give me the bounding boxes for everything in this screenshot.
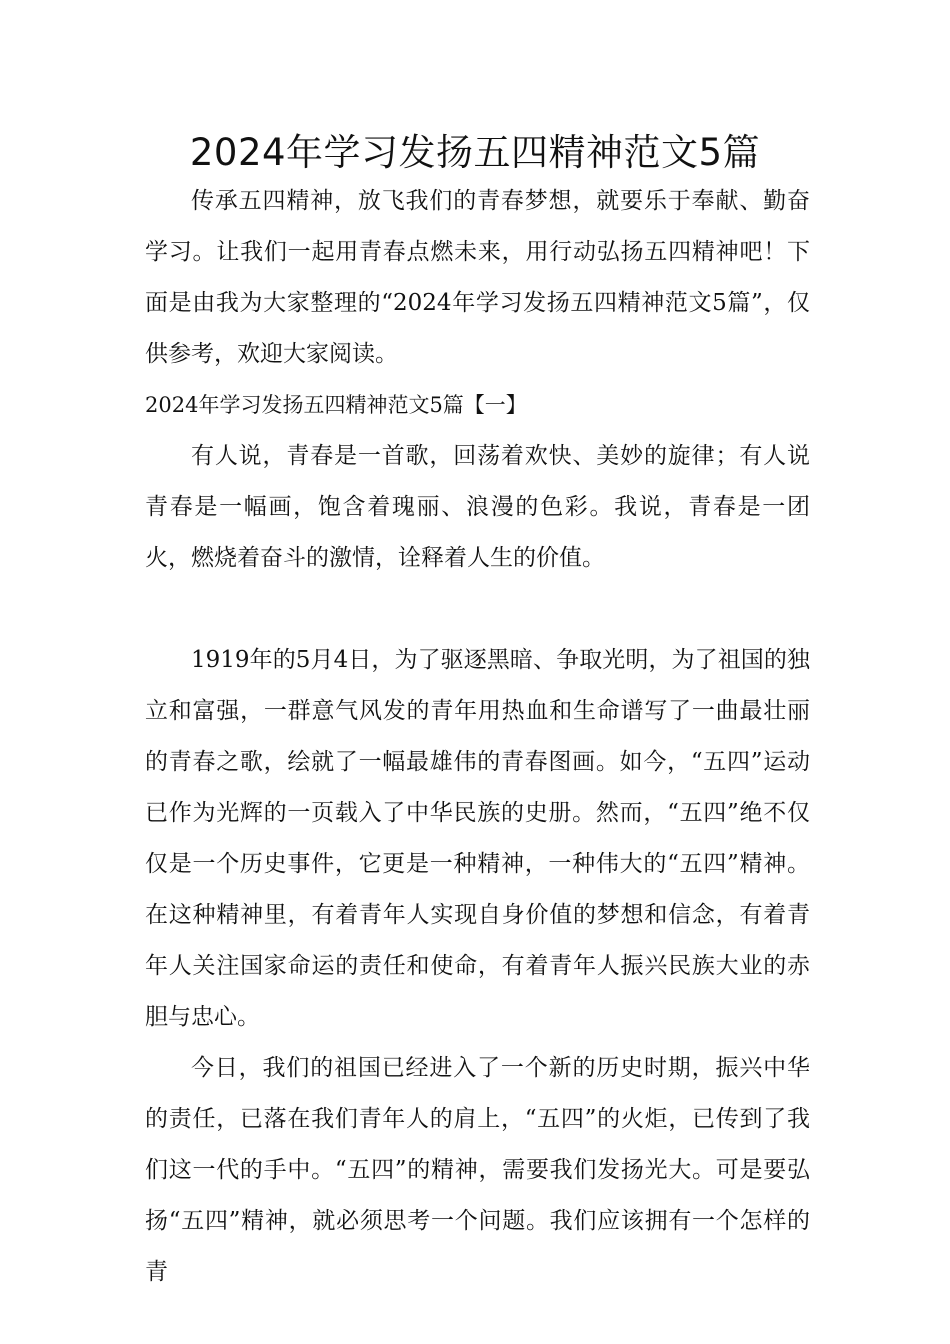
intro-paragraph: 传承五四精神，放飞我们的青春梦想，就要乐于奉献、勤奋学习。让我们一起用青春点燃未来，用行动弘扬五四精神吧！下面是由我为大家整理的“2024年学习发扬五四精神范文5篇”，仅供参考，欢迎大家阅读。: [145, 188, 810, 367]
document-body: [145, 176, 810, 1298]
document-title: 2024年学习发扬五四精神范文5篇: [189, 131, 761, 174]
blank-line: [145, 584, 810, 635]
body-paragraph: 1919年的5月4日，为了驱逐黑暗、争取光明，为了祖国的独立和富强，一群意气风发的青年用热血和生命谱写了一曲最壮丽的青春之歌，绘就了一幅最雄伟的青春图画。如今，“五四”运动已作为光辉的一页载入了中华民族的史册。然而，“五四”绝不仅仅是一个历史事件，它更是一种精神，一种伟大的“五四”精神。在这种精神里，有着青年人实现自身价值的梦想和信念，有着青年人关注国家命运的责任和使命，有着青年人振兴民族大业的赤胆与忠心。: [145, 647, 810, 1030]
section-heading: 2024年学习发扬五四精神范文5篇【一】: [145, 393, 527, 417]
body-paragraph: 有人说，青春是一首歌，回荡着欢快、美妙的旋律；有人说青春是一幅画，饱含着瑰丽、浪漫的色彩。我说，青春是一团火，燃烧着奋斗的激情，诠释着人生的价值。: [145, 443, 810, 571]
body-paragraph: 今日，我们的祖国已经进入了一个新的历史时期，振兴中华的责任，已落在我们青年人的肩上，“五四”的火炬，已传到了我们这一代的手中。“五四”的精神，需要我们发扬光大。可是要弘扬“五四”精神，就必须思考一个问题。我们应该拥有一个怎样的青: [145, 1055, 810, 1285]
